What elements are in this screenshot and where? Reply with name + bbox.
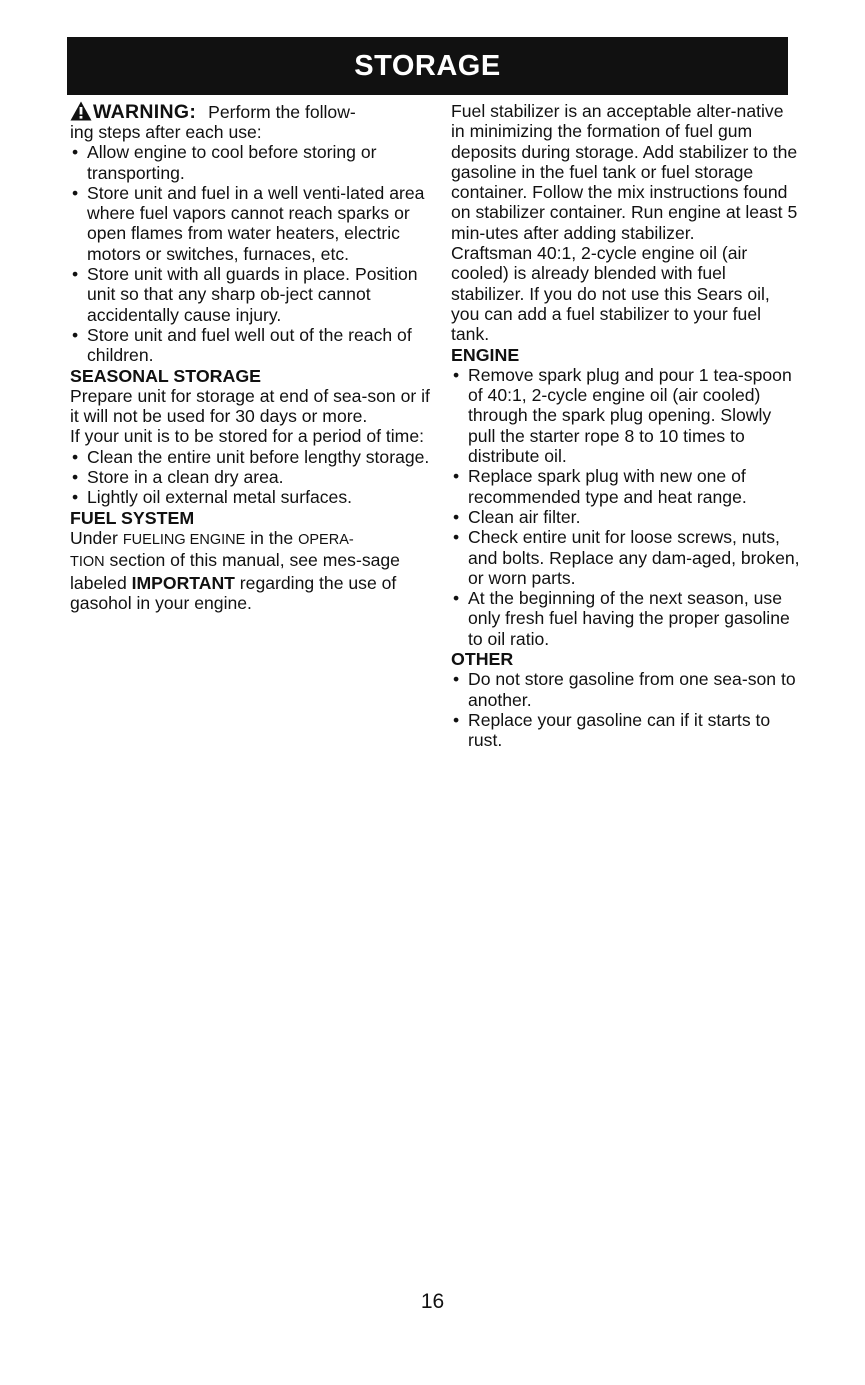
seasonal-para-1: Prepare unit for storage at end of sea-son or if it will not be used for 30 days or more. (70, 385, 430, 427)
seasonal-para-2: If your unit is to be stored for a period of time: (70, 426, 425, 447)
fuel-system-para (70, 528, 435, 613)
list-item: • Remove spark plug and pour 1 tea-spoon of 40:1, 2-cycle engine oil (air cooled) through the spark plug opening. Slowly pull the starter rope 8 to 10 times to distribute oil. (451, 365, 801, 466)
operation-ref-a: OPERA- (298, 531, 354, 548)
important-label: IMPORTANT (131, 572, 235, 593)
list-item: • Store unit and fuel well out of the reach of children. (70, 325, 435, 366)
engine-heading: ENGINE (451, 344, 520, 365)
fueling-engine-ref: FUELING ENGINE (122, 531, 246, 548)
seasonal-list (70, 447, 435, 508)
list-item: • Clean the entire unit before lengthy storage. (70, 447, 435, 467)
section-title: STORAGE (354, 49, 501, 82)
warning-label: WARNING: (93, 100, 197, 123)
fuel-text-c: section of this manual, see mes-sage labeled (70, 550, 400, 593)
stabilizer-para-2: Craftsman 40:1, 2-cycle engine oil (air cooled) is already blended with fuel stabilizer. If you do not use this Sears oil, you can add a fuel stabilizer to your fuel tank. (451, 243, 770, 345)
list-item: • Store in a clean dry area. (70, 467, 435, 487)
list-item: • Replace spark plug with new one of recommended type and heat range. (451, 466, 801, 507)
warning-intro-line1: Perform the follow- (208, 101, 356, 122)
fuel-text-d: regarding the use of gasohol in your engine. (70, 572, 397, 613)
list-item: • Allow engine to cool before storing or transporting. (70, 142, 435, 183)
section-header-banner (67, 37, 788, 95)
right-column (451, 101, 801, 751)
list-item: • Check entire unit for loose screws, nuts, and bolts. Replace any dam-aged, broken, or worn parts. (451, 527, 801, 588)
other-heading: OTHER (451, 649, 514, 670)
page-number: 16 (420, 1290, 445, 1313)
warning-list (70, 142, 435, 365)
operation-ref-b: TION (70, 554, 105, 571)
left-column (70, 101, 435, 613)
engine-list (451, 365, 801, 649)
warning-intro-line2: ing steps after each use: (70, 122, 262, 142)
list-item: • Do not store gasoline from one sea-son to another. (451, 669, 801, 710)
warning-line (70, 101, 435, 122)
fuel-text-b: in the (245, 527, 299, 548)
warning-triangle-icon (70, 101, 92, 121)
fuel-system-heading: FUEL SYSTEM (70, 507, 195, 528)
seasonal-storage-heading: SEASONAL STORAGE (70, 365, 262, 386)
list-item: • At the beginning of the next season, use only fresh fuel having the proper gasoline to oil ratio. (451, 588, 801, 649)
list-item: • Clean air filter. (451, 507, 801, 527)
list-item: • Store unit and fuel in a well venti-lated area where fuel vapors cannot reach sparks or open flames from water heaters, electric motors or switches, furnaces, etc. (70, 183, 435, 264)
list-item: • Store unit with all guards in place. Position unit so that any sharp ob-ject cannot accidentally cause injury. (70, 264, 435, 325)
fuel-text-a: Under (70, 527, 123, 548)
list-item: • Lightly oil external metal surfaces. (70, 487, 435, 507)
stabilizer-para-1: Fuel stabilizer is an acceptable alter-native in minimizing the formation of fuel gum deposits during storage. Add stabilizer to the gasoline in the fuel tank or fuel storage container. Follow the mix instructions found on stabilizer container. Run engine at least 5 min-utes after adding stabilizer. (451, 101, 798, 243)
other-list (451, 669, 801, 750)
list-item: • Replace your gasoline can if it starts to rust. (451, 710, 801, 751)
